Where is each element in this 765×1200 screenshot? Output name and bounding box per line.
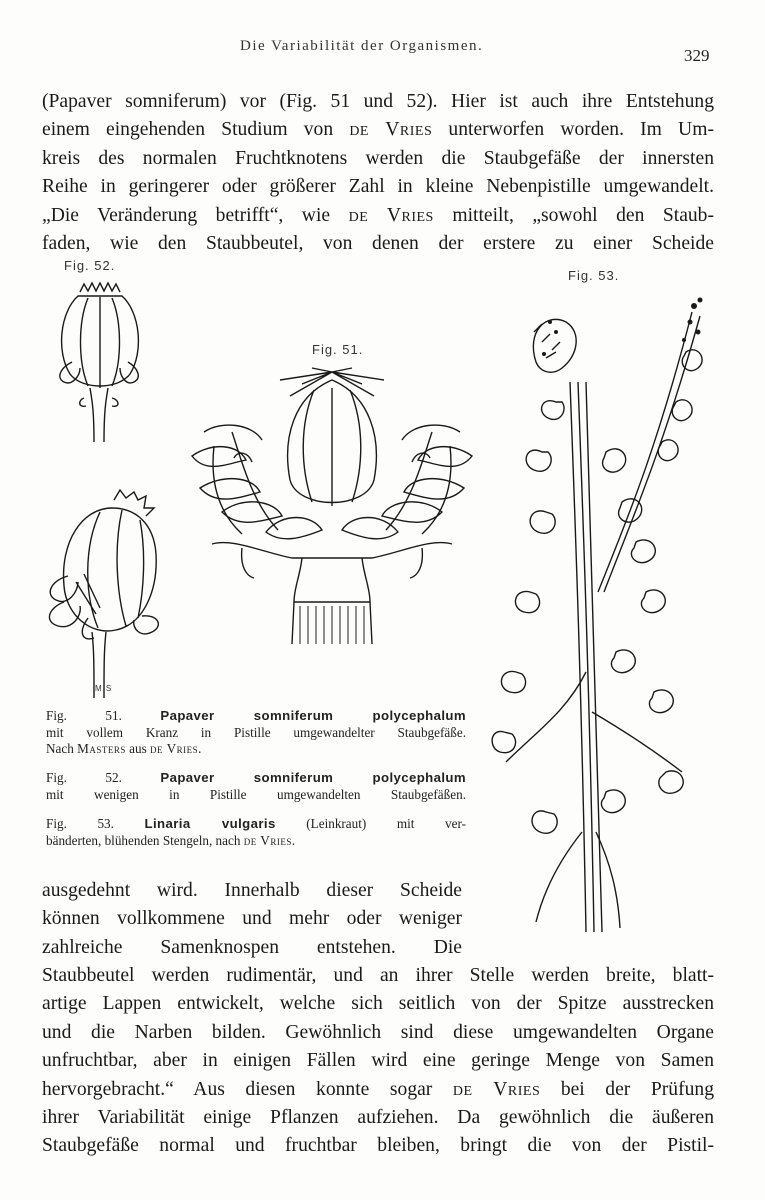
- artist-mark: M.S: [95, 684, 113, 693]
- caption-line: bänderten, blühenden Stengeln, nach de Vries.: [46, 832, 296, 848]
- fig52-label: Fig. 52.: [64, 258, 116, 273]
- caption-line: Fig. 53. Linaria vulgaris (Leinkraut) mit ver-: [46, 816, 467, 831]
- species-name: Papaver somniferum polycephalum: [160, 708, 467, 723]
- caption-line: mit vollem Kranz in Pistille umgewandelter Staubgefäße.: [46, 724, 466, 740]
- text-line: Reihe in geringerer oder größerer Zahl in kleine Nebenpistille umgewandelt.: [42, 176, 714, 198]
- caption-fig53: [46, 816, 466, 849]
- page-number: 329: [684, 46, 710, 65]
- text-line: ausgedehnt wird. Innerhalb dieser Scheide: [42, 880, 462, 901]
- author-name: de Vries: [452, 1078, 541, 1100]
- fig53-linaria-illustration: [486, 292, 726, 934]
- caption-fig51: [46, 708, 466, 758]
- running-title: Die Variabilität der Organismen.: [240, 38, 484, 54]
- paragraph-middle: [42, 877, 462, 962]
- fig52-lower-capsule-illustration: [34, 486, 168, 698]
- text-line: und die Narben bilden. Gewöhnlich sind diese umgewandelten Organe: [42, 1021, 714, 1043]
- text-line: einem eingehenden Studium von de Vries unterworfen worden. Im Um-: [42, 119, 714, 141]
- paragraph-bottom: [42, 962, 714, 1161]
- text-line: unfruchtbar, aber in einigen Fällen wird eine geringe Menge von Samen: [42, 1050, 714, 1072]
- text-line: kreis des normalen Fruchtknotens werden die Staubgefäße der innersten: [42, 147, 714, 169]
- fig53-label: Fig. 53.: [568, 268, 620, 283]
- text-line: „Die Veränderung betrifft“, wie de Vries mitteilt, „sowohl den Staub-: [42, 204, 715, 226]
- species-name: Linaria vulgaris: [144, 816, 276, 831]
- caption-line: Fig. 52. Papaver somniferum polycephalum: [46, 770, 467, 785]
- species-name: Papaver somniferum polycephalum: [160, 770, 467, 785]
- text-line: zahlreiche Samenknospen entstehen. Die: [42, 936, 462, 958]
- text-line: ihrer Variabilität einige Pflanzen aufziehen. Da gewöhnlich die äußeren: [42, 1107, 714, 1129]
- caption-line: Fig. 51. Papaver somniferum polycephalum: [46, 708, 467, 723]
- paragraph-top: [42, 88, 714, 258]
- author-name: de Vries: [349, 119, 433, 141]
- text-line: (Papaver somniferum) vor (Fig. 51 und 52). Hier ist auch ihre Entstehung: [42, 91, 714, 112]
- page-header: [0, 36, 765, 66]
- caption-line: mit wenigen in Pistille umgewandelten Staubgefäßen.: [46, 786, 466, 802]
- fig51-label: Fig. 51.: [312, 342, 364, 357]
- text-line: Staubgefäße normal und fruchtbar bleiben, bringt die von der Pistil-: [42, 1135, 714, 1157]
- text-line: können vollkommene und mehr oder weniger: [42, 908, 462, 930]
- text-line: faden, wie den Staubbeutel, von denen der erstere zu einer Scheide: [42, 233, 714, 255]
- caption-line: Nach Masters aus de Vries.: [46, 741, 202, 756]
- caption-fig52: [46, 770, 466, 803]
- author-name: de Vries: [348, 204, 434, 226]
- fig51-poppy-illustration: [182, 362, 482, 646]
- text-line: hervorgebracht.“ Aus diesen konnte sogar de Vries bei der Prüfung: [42, 1078, 714, 1100]
- text-line: artige Lappen entwickelt, welche sich seitlich von der Spitze ausstrecken: [42, 993, 714, 1015]
- fig52-upper-capsule-illustration: [50, 282, 150, 444]
- text-line: Staubbeutel werden rudimentär, und an ihrer Stelle werden breite, blatt-: [42, 965, 714, 986]
